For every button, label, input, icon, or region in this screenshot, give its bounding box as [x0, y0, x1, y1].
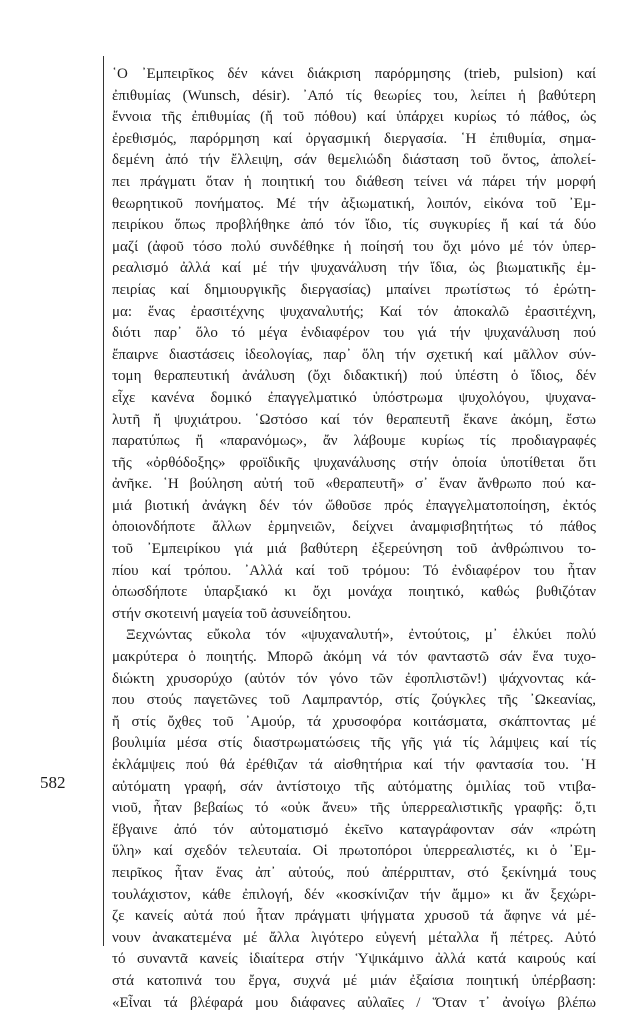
margin-rule — [103, 56, 104, 946]
text-line: τουλάχιστον, κάθε ἐπιλογή, δέν «κοσκίνιζαν τήν ἄμμο» κι ἄν ξεχώρι- — [112, 886, 596, 903]
text-line: διώκτη χρυσορύχο (αὐτόν τόν γόνο τῶν ἐφοπλιστῶν!) ψάχνοντας κά- — [112, 670, 596, 687]
text-line: διότι παρ᾿ ὅλο τό μέγα ἐνδιαφέρον του γιά τήν ψυχανάλυση πού — [112, 325, 596, 342]
text-line: ὁποιονδήποτε ἄλλων ἑρμηνειῶν, δείχνει ἀναμφισβητήτως τό πάθος — [112, 519, 596, 536]
text-line: ἔβγαινε ἀπό τόν αὐτοματισμό ἐκεῖνο καταγράφονταν σάν «πρώτη — [112, 821, 596, 838]
text-line: ἔννοια τῆς ἐπιθυμίας (ἤ τοῦ πόθου) καί ὑπάρχει κυρίως τό πάθος, ὡς — [112, 109, 596, 126]
text-line: που στούς παγετῶνες τοῦ Λαμπραντόρ, στίς ζούγκλες τῆς ᾿Ωκεανίας, — [112, 692, 596, 709]
text-line: μα: ἕνας ἐρασιτέχνης ψυχαναλυτής; Καί τόν ἀποκαλῶ ἐρασιτέχνη, — [112, 303, 596, 320]
text-line: ὕλη» καί σχεδόν τελευταία. Οἱ πρωτοπόροι ὑπερρεαλιστές, κι ὁ ᾿Εμ- — [112, 843, 596, 860]
text-line: μακρύτερα ὁ ποιητής. Μπορῶ ἀκόμη νά τόν φανταστῶ σάν ἕνα τυχο- — [112, 649, 596, 666]
text-line: βουλιμία μέσα στίς διαστρωματώσεις τῆς γῆς γιά τίς λάμψεις καί τίς — [112, 735, 596, 752]
text-line: εἶχε κανένα δομικό ἐπαγγελματικό ὑπόστρωμα ψυχολόγου, ψυχανα- — [112, 389, 596, 406]
text-line: μαζί (ἀφοῦ τόσο πολύ συνδέθηκε ἡ ποίησή του ὄχι μόνο μέ τόν ὑπερ- — [112, 238, 596, 255]
text-line: τομη θεραπευτική ἀνάλυση (ὄχι διδακτική) πού ὑπέστη ὁ ἴδιος, δέν — [112, 368, 596, 385]
page-number: 582 — [40, 773, 66, 792]
text-line: μιά βιοτική ἀνάγκη δέν τόν ὤθοῦσε πρός ἐπαγγελματοποίηση, ἐκτός — [112, 497, 596, 514]
text-line: θεωρητικοῦ πονήματος. Μέ τήν ἀξιωματική, λοιπόν, εἰκόνα τοῦ ᾿Εμ- — [112, 195, 596, 212]
text-line: πειρίκου ὅπως προβλήθηκε ἀπό τόν ἴδιο, τίς συγκυρίες ἤ καί τά δύο — [112, 217, 596, 234]
text-line: πει πράγματι ὅταν ἡ ποιητική του διάθεση τείνει νά πάρει τήν μορφή — [112, 173, 596, 190]
text-line: ἤ στίς ὄχθες τοῦ ᾿Αμούρ, τά χρυσοφόρα κοιτάσματα, σκάπτοντας μέ — [112, 713, 596, 730]
text-line: τό συναντᾶ κανείς ἰδιαίτερα στήν Ὑψικάμινο ἀλλά κατά καιρούς καί — [112, 951, 596, 968]
text-line: ῾Ο ᾿Εμπειρῖκος δέν κάνει διάκριση παρόρμησης (trieb, pulsion) καί — [112, 66, 596, 82]
text-line: ἀνῆκε. ῾Η βούληση αὐτή τοῦ «θεραπευτῆ» σ᾿ ἕναν ἄνθρωπο πού κα- — [112, 476, 596, 493]
text-line: στά κατοπινά του ἔργα, συχνά μέ μιάν ἐξαίσια ποιητική ὑπέρβαση: — [112, 972, 596, 989]
text-line: πίου καί τρόπου. ᾿Αλλά καί τοῦ τρόμου: Τό ἐνδιαφέρον του ἦταν — [112, 562, 596, 579]
text-line: ρεαλισμό ἀλλά καί μέ τήν ψυχανάλυση τήν ἴδια, ὡς βιωματικῆς ἐμ- — [112, 260, 596, 277]
text-line: ἐπιθυμίας (Wunsch, désir). ᾿Από τίς θεωρίες του, λείπει ἡ βαθύτερη — [112, 87, 596, 104]
text-line: ἔπαιρνε διαστάσεις ἰδεολογίας, παρ᾿ ὅλη τήν σχετική καί μᾶλλον σύν- — [112, 346, 596, 363]
paragraph-start-line: Ξεχνώντας εὔκολα τόν «ψυχαναλυτή», ἐντούτοις, μ᾿ ἑλκύει πολύ — [126, 627, 596, 644]
text-line: λυτῆ ἤ ψυχιάτρου. ῾Ωστόσο καί τόν θεραπευτῆ ἔκανε ἀκόμη, ἔστω — [112, 411, 596, 428]
text-line: δεμένη ἀπό τήν ἔλλειψη, σάν θεμελιώδη διάσταση τοῦ ὄντος, ἀπολεί- — [112, 152, 596, 169]
text-line: ζε κανείς αὐτά πού ἦταν πράγματι ψήγματα χρυσοῦ τά ἄφηνε νά μέ- — [112, 908, 596, 925]
text-line: πειρῖκος ἦταν ἕνας ἀπ᾿ αὐτούς, πού ἀπέρριπταν, στό ξεκίνημά τους — [112, 864, 596, 881]
paragraph-end-line: στήν σκοτεινή μαγεία τοῦ ἀσυνείδητου. — [112, 605, 352, 622]
text-line: πειρίας καί δημιουργικῆς διεργασίας) μπαίνει πρωτίστως τό ἐρώτη- — [112, 281, 596, 298]
text-line: τοῦ ᾿Εμπειρίκου γιά μιά βαθύτερη ἐξερεύνηση τοῦ ἀνθρώπινου το- — [112, 541, 596, 558]
text-line: παρατύπως ἤ «παρανόμως», ἄν λάβουμε κυρίως τίς προδιαγραφές — [112, 433, 596, 450]
text-line: νιοῦ, ἦταν βεβαίως τό «οὐκ ἄνευ» τῆς ὑπερρεαλιστικῆς γραφῆς: ὅ,τι — [112, 800, 596, 817]
text-line: νουν ἀνακατεμένα μέ ἄλλα λιγότερο εὐγενή μέταλλα ἤ πέτρες. Αὐτό — [112, 929, 596, 946]
text-line: «Εἶναι τά βλέφαρά μου διάφανες αὐλαῖες / Ὅταν τ᾿ ἀνοίγω βλέπω — [112, 994, 596, 1011]
text-line: ἐκλάμψεις πού θά ἐρέθιζαν τά αἰσθητήρια καί τήν φαντασία του. ῾Η — [112, 757, 596, 773]
text-line: ἐρεθισμός, παρόρμηση καί ὀργασμική διεργασία. ῾Η ἐπιθυμία, σημα- — [112, 130, 596, 147]
body-text — [112, 64, 596, 1014]
text-line: αὐτόματη γραφή, σάν ἀντίστοιχο τῆς αὐτόματης ὁμιλίας τοῦ ντιβα- — [112, 778, 596, 795]
text-line: τῆς «ὀρθόδοξης» φροϊδικῆς ψυχανάλυσης στήν ὁποία ὑποτίθεται ὅτι — [112, 454, 596, 471]
text-line: ὁπωσδήποτε ὑπαρξιακό κι ὄχι μονάχα ποιητικό, καθώς βυθιζόταν — [112, 584, 596, 601]
